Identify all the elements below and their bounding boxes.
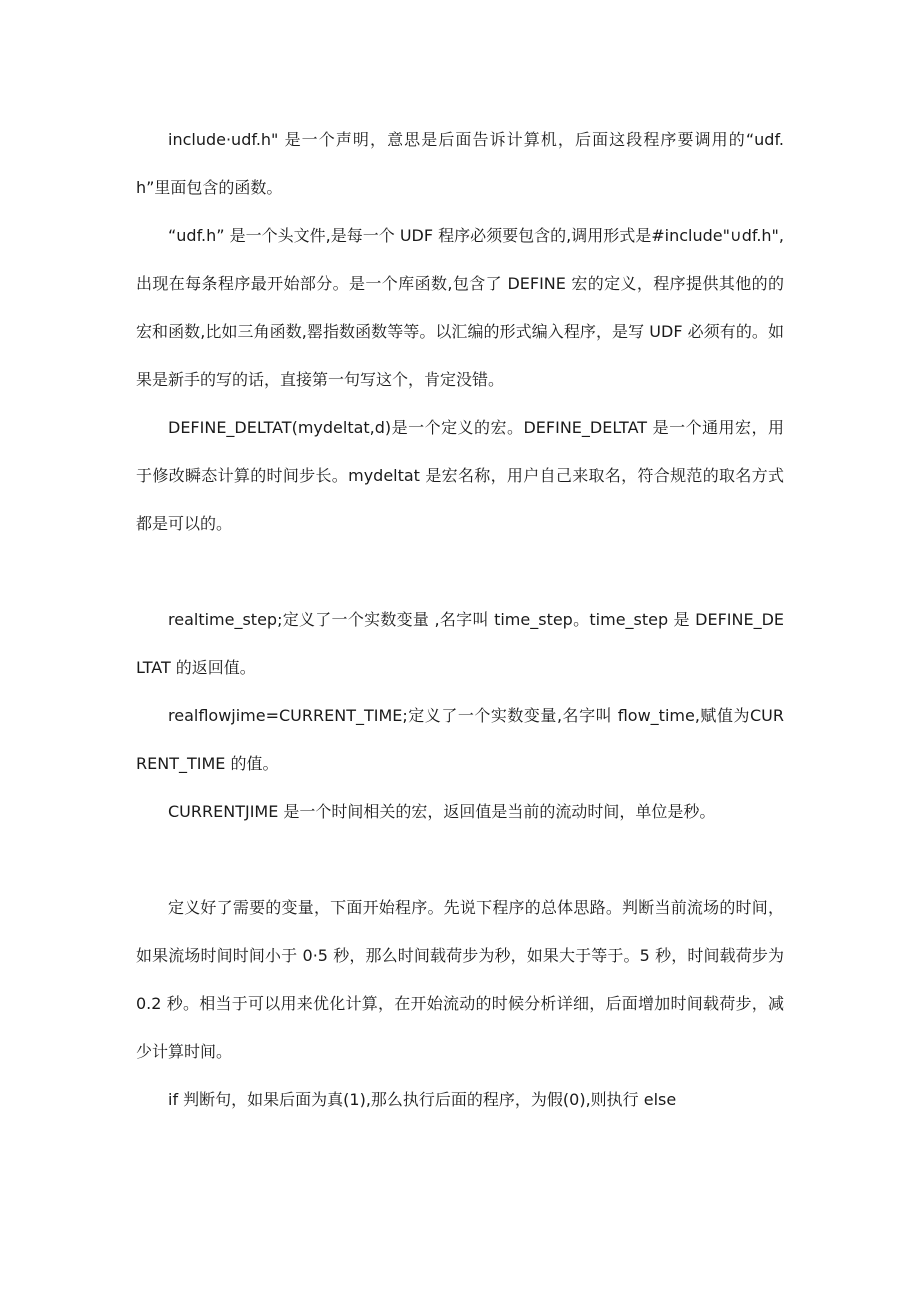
paragraph-current-time: CURRENTJIME 是一个时间相关的宏，返回值是当前的流动时间，单位是秒。	[168, 802, 716, 821]
paragraph-spacer	[136, 548, 784, 596]
paragraph-program-logic: 定义好了需要的变量，下面开始程序。先说下程序的总体思路。判断当前流场的时间，如果流场时间时间小于 0·5 秒，那么时间载荷步为秒，如果大于等于。5 秒，时间载荷步为 0.2 秒。相当于可以用来优化计算，在开始流动的时候分析详细，后面增加时间载荷步，减少计算时间。	[136, 898, 784, 1061]
paragraph-time-step: realtime_step;定义了一个实数变量 ,名字叫 time_step。time_step 是 DEFINE_DELTAT 的返回值。	[136, 610, 784, 677]
paragraph-udf-header: “udf.h” 是一个头文件,是每一个 UDF 程序必须要包含的,调用形式是#include"∪df.h",出现在每条程序最开始部分。是一个库函数,包含了 DEFINE 宏的定义，程序提供其他的的宏和函数,比如三角函数,罂指数函数等等。以汇编的形式编入程序，是写 UDF 必须有的。如果是新手的写的话，直接第一句写这个，肯定没错。	[136, 226, 784, 389]
paragraph-include-declaration: include·udf.h" 是一个声明，意思是后面告诉计算机，后面这段程序要调用的“udf.h”里面包含的函数。	[136, 130, 784, 197]
document-body	[136, 116, 784, 1124]
paragraph-define-deltat: DEFINE_DELTAT(mydeltat,d)是一个定义的宏。DEFINE_DELTAT 是一个通用宏，用于修改瞬态计算的时间步长。mydeltat 是宏名称，用户自己来取名，符合规范的取名方式都是可以的。	[136, 418, 784, 533]
paragraph-flow-time: realflowjime=CURRENT_TIME;定义了一个实数变量,名字叫 flow_time,赋值为CURRENT_TIME 的值。	[136, 706, 784, 773]
paragraph-spacer	[136, 836, 784, 884]
paragraph-if-statement: if 判断句，如果后面为真(1),那么执行后面的程序，为假(0),则执行 else	[168, 1090, 677, 1109]
